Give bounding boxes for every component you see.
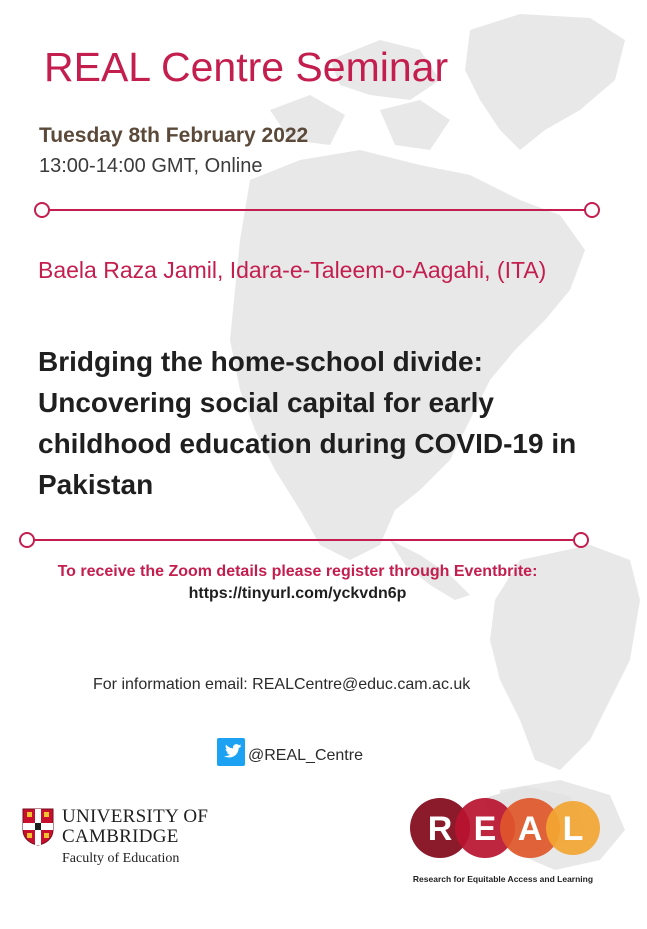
page-title: REAL Centre Seminar xyxy=(44,44,449,90)
registration-link[interactable]: https://tinyurl.com/yckvdn6p xyxy=(188,585,407,602)
twitter-handle[interactable]: @REAL_Centre xyxy=(248,747,363,764)
faculty-name: Faculty of Education xyxy=(62,851,180,866)
talk-title: Bridging the home-school divide: Uncovering social capital for early childhood education during COVID-19 in Pakistan xyxy=(38,346,577,500)
real-logo xyxy=(405,778,605,878)
real-logo-letter-r: R xyxy=(427,810,453,848)
event-time: 13:00-14:00 GMT, Online xyxy=(39,155,263,177)
university-name-line2: CAMBRIDGE xyxy=(62,826,179,847)
speaker-name: Baela Raza Jamil, Idara-e-Taleem-o-Aagahi, (ITA) xyxy=(38,257,547,283)
real-logo-letter-a: A xyxy=(517,810,543,848)
university-name-line1: UNIVERSITY OF xyxy=(62,806,209,827)
event-date: Tuesday 8th February 2022 xyxy=(39,124,309,147)
real-tagline: Research for Equitable Access and Learning xyxy=(412,874,594,884)
real-logo-letter-e: E xyxy=(473,810,497,848)
divider-bottom xyxy=(15,530,595,550)
twitter-icon[interactable] xyxy=(217,738,245,766)
registration-note: To receive the Zoom details please register through Eventbrite: xyxy=(57,563,538,580)
contact-email[interactable]: For information email: REALCentre@educ.cam.ac.uk xyxy=(93,676,471,693)
divider-top xyxy=(30,200,610,220)
cambridge-crest-icon xyxy=(22,808,54,846)
real-logo-letter-l: L xyxy=(562,810,584,848)
